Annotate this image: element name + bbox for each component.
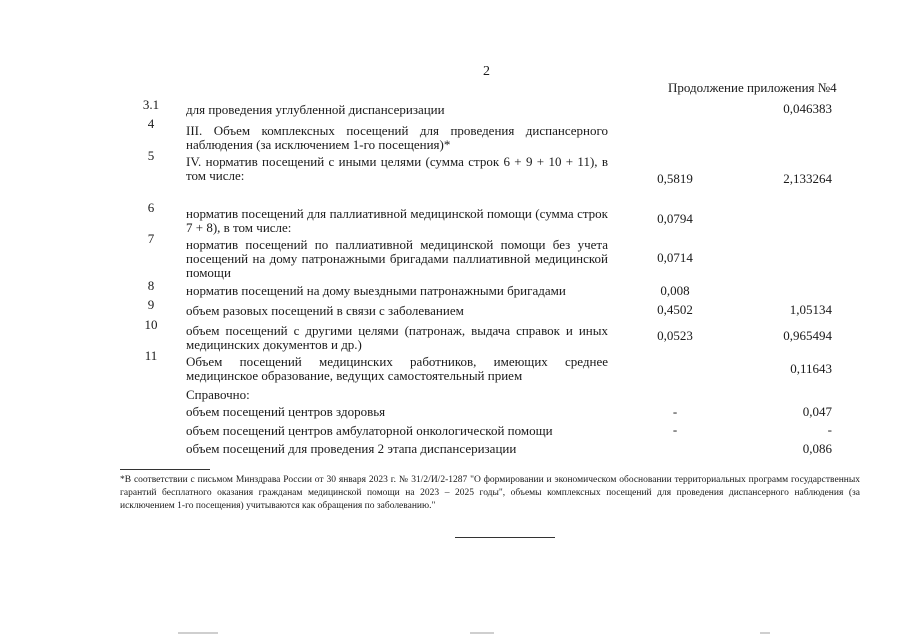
row-value-1: - bbox=[672, 404, 678, 419]
row-description: норматив посещений на дому выездными патронажными бригадами bbox=[186, 283, 566, 298]
row-description: III. Объем комплексных посещений для проведения диспансерного наблюдения (за исключением 1-го посещения)* bbox=[186, 123, 608, 152]
row-value-2: 0,965494 bbox=[783, 328, 832, 343]
row-number: 7 bbox=[147, 231, 155, 246]
row-number: 10 bbox=[144, 317, 158, 332]
footnote-separator bbox=[120, 469, 210, 470]
row-description: объем разовых посещений в связи с заболеванием bbox=[186, 303, 464, 318]
scan-artifact bbox=[760, 632, 770, 634]
row-value-1: 0,0794 bbox=[657, 211, 693, 226]
row-number: 3.1 bbox=[142, 97, 160, 112]
row-value-1: 0,5819 bbox=[657, 171, 693, 186]
row-value-1: 0,4502 bbox=[657, 302, 693, 317]
row-number: 4 bbox=[147, 116, 155, 131]
row-value-2: 0,086 bbox=[802, 441, 832, 456]
row-description: IV. норматив посещений с иными целями (сумма строк 6 + 9 + 10 + 11), в том числе: bbox=[186, 154, 608, 183]
row-number: 11 bbox=[144, 348, 158, 363]
row-number: 8 bbox=[147, 278, 155, 293]
footnote-text: *В соответствии с письмом Минздрава России от 30 января 2023 г. № 31/2/И/2-1287 "О формировании и экономическом обосновании территориальных программ государственных гарантий бесплатного оказания гражданам медицинской помощи на 2023 – 2025 годы", объемы комплексных посещений для проведения диспансерного наблюдения (за исключением 1-го посещения) учитываются как обращения по заболеванию." bbox=[120, 475, 860, 511]
row-value-1: - bbox=[672, 422, 678, 437]
row-description: объем посещений с другими целями (патронаж, выдача справок и иных медицинских документов и др.) bbox=[186, 323, 608, 352]
row-value-2: 0,046383 bbox=[783, 101, 832, 116]
row-number: 5 bbox=[147, 148, 155, 163]
row-description: норматив посещений для паллиативной медицинской помощи (сумма строк 7 + 8), в том числе: bbox=[186, 206, 608, 235]
reference-heading: Справочно: bbox=[186, 387, 250, 402]
row-value-1: 0,008 bbox=[660, 283, 690, 298]
end-separator bbox=[455, 537, 555, 538]
page-number: 2 bbox=[483, 64, 490, 79]
row-description: Объем посещений медицинских работников, имеющих среднее медицинское образование, ведущих самостоятельный прием bbox=[186, 354, 608, 383]
row-description: для проведения углубленной диспансеризации bbox=[186, 102, 445, 117]
row-value-1: 0,0523 bbox=[657, 328, 693, 343]
row-value-1: 0,0714 bbox=[657, 250, 693, 265]
appendix-continuation: Продолжение приложения №4 bbox=[668, 80, 837, 95]
row-number: 6 bbox=[147, 200, 155, 215]
scan-artifact bbox=[470, 632, 494, 634]
row-description: объем посещений центров амбулаторной онкологической помощи bbox=[186, 423, 553, 438]
row-description: норматив посещений по паллиативной медицинской помощи без учета посещений на дому патронажными бригадами паллиативной медицинской помощи bbox=[186, 237, 608, 280]
row-value-2: 0,047 bbox=[802, 404, 832, 419]
row-description: объем посещений центров здоровья bbox=[186, 404, 386, 419]
row-value-2: 1,05134 bbox=[789, 302, 832, 317]
row-value-2: 2,133264 bbox=[783, 171, 832, 186]
row-value-2: 0,11643 bbox=[790, 361, 832, 376]
scan-artifact bbox=[178, 632, 218, 634]
row-value-2: - bbox=[827, 422, 832, 437]
row-description: объем посещений для проведения 2 этапа диспансеризации bbox=[186, 441, 517, 456]
row-number: 9 bbox=[147, 297, 155, 312]
